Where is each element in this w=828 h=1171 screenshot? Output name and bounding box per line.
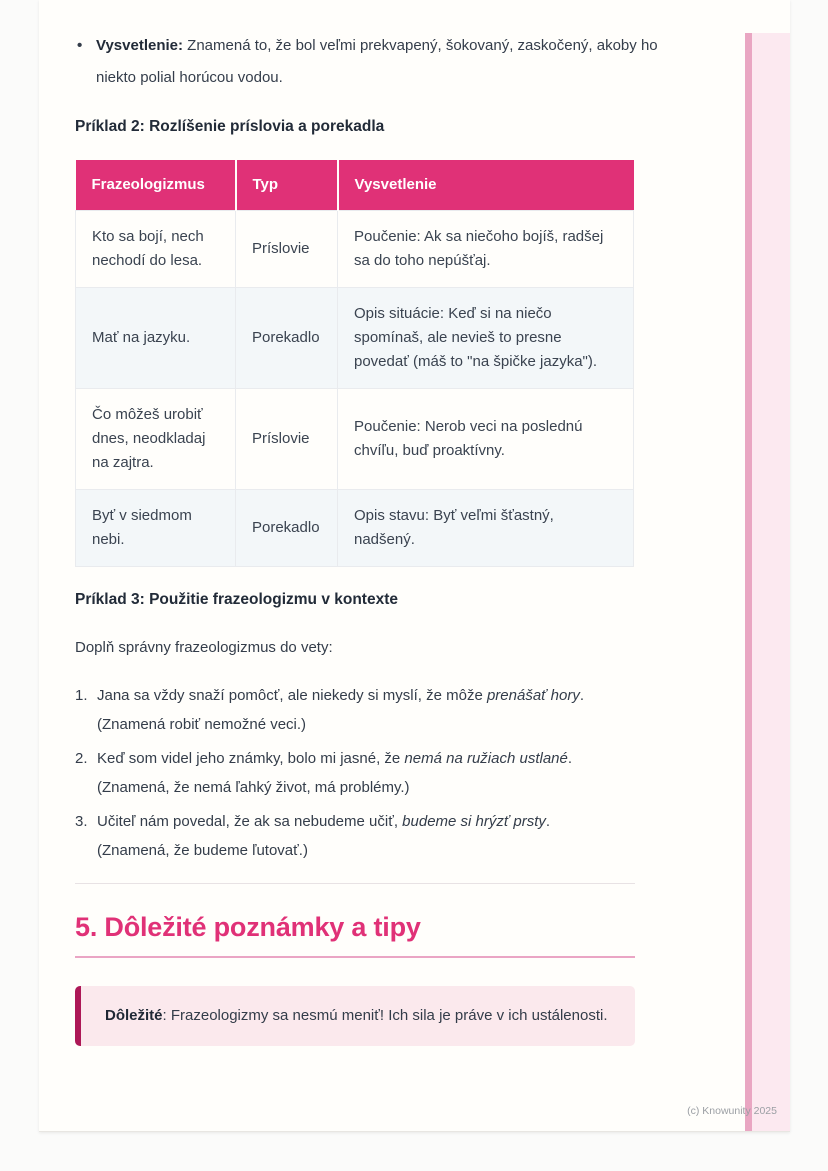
list-item-number: 2. <box>75 749 88 767</box>
section-divider <box>75 883 635 884</box>
cell-frazeologizmus: Kto sa bojí, nech nechodí do lesa. <box>76 210 236 287</box>
sentence-text: Učiteľ nám povedal, že ak sa nebudeme učiť, <box>97 812 403 830</box>
section-heading: 5. Dôležité poznámky a tipy <box>75 911 421 942</box>
bullet-item <box>75 30 667 94</box>
meaning-note: (Znamená robiť nemožné veci.) <box>97 715 307 733</box>
page-accent-stripe <box>745 33 790 1131</box>
exercise-intro: Doplň správny frazeologizmus do vety: <box>75 638 333 656</box>
example3-heading: Príklad 3: Použitie frazeologizmu v kontexte <box>75 590 398 608</box>
important-callout <box>75 986 635 1046</box>
table-header-row <box>76 160 634 210</box>
document-page <box>39 0 790 1132</box>
table-row <box>76 210 634 287</box>
cell-typ: Príslovie <box>236 210 338 287</box>
column-header-frazeologizmus: Frazeologizmus <box>76 160 236 210</box>
example2-heading: Príklad 2: Rozlíšenie príslovia a porekadla <box>75 118 385 135</box>
sentence-end: . <box>545 812 551 830</box>
phraseology-table <box>75 160 634 567</box>
callout-label: Dôležité <box>105 1006 163 1024</box>
cell-vysvetlenie: Opis situácie: Keď si na niečo spomínaš, ale nevieš to presne povedať (máš to "na špičke jazyka"). <box>338 287 634 388</box>
page-accent-stripe-line <box>745 33 752 1131</box>
cell-frazeologizmus: Mať na jazyku. <box>76 287 236 388</box>
document-content <box>75 0 711 1046</box>
cell-vysvetlenie: Opis stavu: Byť veľmi šťastný, nadšený. <box>338 489 634 566</box>
cell-typ: Príslovie <box>236 388 338 489</box>
exercise-list <box>75 681 689 865</box>
cell-typ: Porekadlo <box>236 287 338 388</box>
meaning-note: (Znamená, že budeme ľutovať.) <box>97 841 308 859</box>
column-header-typ: Typ <box>236 160 338 210</box>
phraseologism-italic: prenášať hory <box>486 686 580 704</box>
explanation-bullet-list <box>75 30 667 94</box>
sentence-end: . <box>567 749 573 767</box>
sentence-text: Keď som videl jeho známky, bolo mi jasné, že <box>97 749 405 767</box>
table-row <box>76 287 634 388</box>
phraseologism-italic: nemá na ružiach ustlané <box>404 749 568 767</box>
list-item <box>75 681 689 739</box>
bullet-marker: • <box>77 37 83 54</box>
bullet-item-label: Vysvetlenie: <box>96 37 183 54</box>
phraseologism-italic: budeme si hrýzť prsty <box>402 812 546 830</box>
meaning-note: (Znamená, že nemá ľahký život, má problémy.) <box>97 778 410 796</box>
cell-vysvetlenie: Poučenie: Nerob veci na poslednú chvíľu, buď proaktívny. <box>338 388 634 489</box>
list-item <box>75 807 689 865</box>
section-heading-underline <box>75 956 635 958</box>
cell-frazeologizmus: Čo môžeš urobiť dnes, neodkladaj na zajtra. <box>76 388 236 489</box>
copyright-footer: (c) Knowunity 2025 <box>687 1105 777 1117</box>
sentence-text: Jana sa vždy snaží pomôcť, ale niekedy si myslí, že môže <box>97 686 487 704</box>
list-item-number: 1. <box>75 686 88 704</box>
cell-typ: Porekadlo <box>236 489 338 566</box>
table-row <box>76 388 634 489</box>
list-item <box>75 744 689 802</box>
cell-frazeologizmus: Byť v siedmom nebi. <box>76 489 236 566</box>
table-row <box>76 489 634 566</box>
cell-vysvetlenie: Poučenie: Ak sa niečoho bojíš, radšej sa do toho nepúšťaj. <box>338 210 634 287</box>
list-item-number: 3. <box>75 812 88 830</box>
sentence-end: . <box>579 686 585 704</box>
bullet-item-text: Znamená to, že bol veľmi prekvapený, šokovaný, zaskočený, akoby ho niekto polial horúcou vodou. <box>96 37 658 86</box>
column-header-vysvetlenie: Vysvetlenie <box>338 160 634 210</box>
callout-text: : Frazeologizmy sa nesmú meniť! Ich sila je práve v ich ustálenosti. <box>162 1006 608 1024</box>
